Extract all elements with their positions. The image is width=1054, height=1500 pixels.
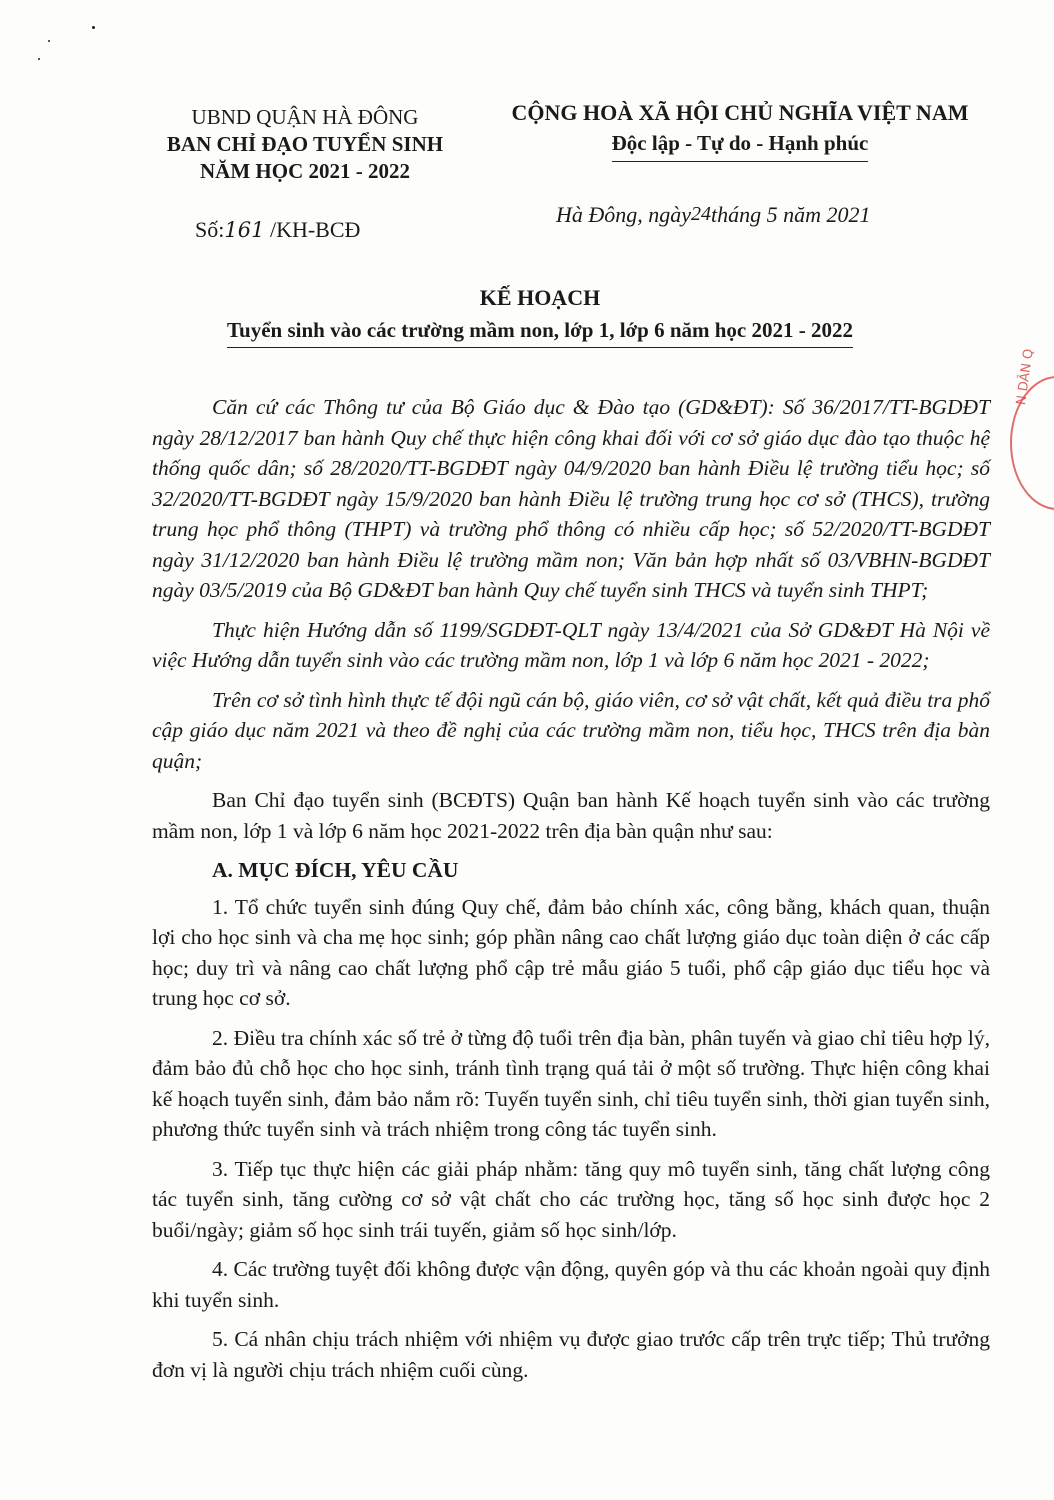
list-item-2: 2. Điều tra chính xác số trẻ ở từng độ tuổi trên địa bàn, phân tuyến và giao chỉ tiêu hợp lý, đảm bảo đủ chỗ học cho học sinh, tránh tình trạng quá tải ở một số trường. Thực hiện công khai kế hoạch tuyển sinh, đảm bảo nắm rõ: Tuyến tuyển sinh, chỉ tiêu tuyển sinh, thời gian tuyển sinh, phương thức tuyển sinh và trách nhiệm trong công tác tuyển sinh.	[152, 1025, 990, 1141]
intro-paragraph: Ban Chỉ đạo tuyển sinh (BCĐTS) Quận ban hành Kế hoạch tuyển sinh vào các trường mầm non, lớp 1 và lớp 6 năm học 2021-2022 trên địa bàn quận như sau:	[152, 788, 990, 843]
docno-handwritten: 161	[224, 218, 265, 242]
date-day-handwritten: 24	[691, 203, 712, 225]
date-prefix: Hà Đông, ngày	[556, 202, 692, 227]
issuing-authority	[130, 104, 480, 185]
section-heading-a: A. MỤC ĐÍCH, YÊU CẦU	[212, 858, 459, 882]
document-title	[100, 283, 980, 348]
basis-paragraph-3: Trên cơ sở tình hình thực tế đội ngũ cán bộ, giáo viên, cơ sở vật chất, kết quả điều tra phổ cập giáo dục năm 2021 và theo đề nghị của các trường mầm non, tiểu học, THCS trên địa bàn quận;	[152, 687, 990, 773]
national-header	[480, 98, 1000, 162]
title-subtitle: Tuyển sinh vào các trường mầm non, lớp 1, lớp 6 năm học 2021 - 2022	[227, 315, 853, 348]
scan-speck	[92, 26, 95, 29]
authority-line-1: UBND QUẬN HÀ ĐÔNG	[191, 105, 419, 129]
basis-paragraph-1: Căn cứ các Thông tư của Bộ Giáo dục & Đào tạo (GD&ĐT): Số 36/2017/TT-BGDĐT ngày 28/12/2017 ban hành Quy chế thực hiện công khai đối với cơ sở giáo dục đào tạo thuộc hệ thống quốc dân; số 28/2020/TT-BGDĐT ngày 04/9/2020 ban hành Điều lệ trường tiểu học; số 32/2020/TT-BGDĐT ngày 15/9/2020 ban hành Điều lệ trường trung học cơ sở (THCS), trường trung học phổ thông (THPT) và trường phổ thông có nhiều cấp học; số 52/2020/TT-BGDĐT ngày 31/12/2020 ban hành Điều lệ trường mầm non; Văn bản hợp nhất số 03/VBHN-BGDĐT ngày 03/5/2019 của Bộ GD&ĐT ban hành Quy chế tuyển sinh THCS và tuyển sinh THPT;	[152, 395, 990, 602]
basis-paragraph-2: Thực hiện Hướng dẫn số 1199/SGDĐT-QLT ngày 13/4/2021 của Sở GD&ĐT Hà Nội về việc Hướng dẫn tuyển sinh vào các trường mầm non, lớp 1 và lớp 6 năm học 2021 - 2022;	[152, 617, 990, 672]
authority-line-3: NĂM HỌC 2021 - 2022	[200, 159, 410, 183]
authority-line-2: BAN CHỈ ĐẠO TUYỂN SINH	[166, 132, 444, 156]
document-number	[195, 215, 360, 245]
document-body	[152, 392, 990, 1394]
scan-speck	[48, 40, 50, 42]
list-item-5: 5. Cá nhân chịu trách nhiệm với nhiệm vụ được giao trước cấp trên trực tiếp; Thủ trưởng đơn vị là người chịu trách nhiệm cuối cùng.	[152, 1327, 990, 1382]
docno-prefix: Số:	[195, 217, 225, 242]
national-motto: Độc lập - Tự do - Hạnh phúc	[612, 128, 869, 162]
issue-date	[556, 200, 871, 231]
list-item-1: 1. Tổ chức tuyển sinh đúng Quy chế, đảm bảo chính xác, công bằng, khách quan, thuận lợi cho học sinh và cha mẹ học sinh; góp phần nâng cao chất lượng giáo dục toàn diện ở các cấp học; duy trì và nâng cao chất lượng phổ cập trẻ mẫu giáo 5 tuổi, phổ cập giáo dục tiểu học và trung học cơ sở.	[152, 894, 990, 1010]
list-item-4: 4. Các trường tuyệt đối không được vận động, quyên góp và thu các khoản ngoài quy định khi tuyển sinh.	[152, 1257, 990, 1312]
scan-speck	[38, 58, 40, 60]
title-main: KẾ HOẠCH	[479, 285, 601, 310]
list-item-3: 3. Tiếp tục thực hiện các giải pháp nhằm: tăng quy mô tuyển sinh, tăng chất lượng công tác tuyển sinh, tăng cường cơ sở vật chất cho các trường học, tăng số học sinh được học 2 buổi/ngày; giảm số học sinh trái tuyến, giảm số học sinh/lớp.	[152, 1156, 990, 1242]
docno-suffix: /KH-BCĐ	[269, 217, 361, 242]
nation-name: CỘNG HOÀ XÃ HỘI CHỦ NGHĨA VIỆT NAM	[511, 100, 969, 125]
stamp-text: N DÂN Q	[1014, 347, 1037, 407]
date-suffix: tháng 5 năm 2021	[711, 202, 871, 227]
